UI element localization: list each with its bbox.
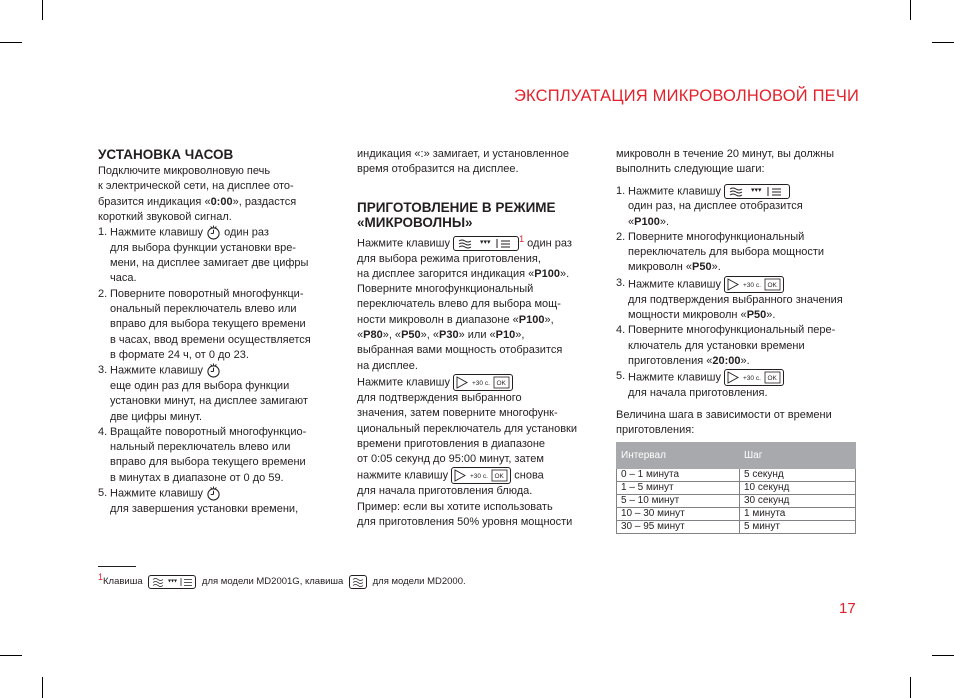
svg-text:OK: OK (496, 379, 506, 387)
table-row (617, 469, 856, 482)
page-title: ЭКСПЛУАТАЦИЯ МИКРОВОЛНОВОЙ ПЕЧИ (514, 87, 860, 105)
crop-mark (910, 677, 911, 698)
time-step-table (616, 442, 856, 534)
svg-text:+30 с.: +30 с. (743, 375, 761, 383)
crop-mark (42, 0, 43, 20)
svg-text:OK: OK (767, 281, 777, 289)
svg-text:▾▾▾: ▾▾▾ (751, 186, 762, 194)
step-1: 1. Нажмите клавишу ▾▾▾ один раз, на дисплее отобразится «P100». (616, 184, 803, 228)
step-1: 1. Нажмите клавишу один раз для выбора функции установки вре- мени, на дисплее замигает две цифры часа. (98, 226, 309, 285)
step-3: 3. Нажмите клавишу +30 с. OK для подтверждения выбранного значения мощности микроволн «P50». (616, 276, 843, 322)
table-cell: 5 – 10 минут (617, 495, 740, 508)
microwave-grill-key-icon (724, 184, 790, 199)
microwave-grill-key-icon (148, 575, 196, 589)
table-row (617, 521, 856, 534)
svg-text:+30 с.: +30 с. (470, 473, 489, 481)
start-ok-key-icon (724, 276, 784, 293)
continued-text: индикация «:» замигает, и установленное время отобразится на дисплее. (357, 148, 570, 176)
table-cell: 0 – 1 минута (617, 469, 740, 482)
table-header-row (617, 443, 856, 469)
footnote: $^1$Клавиша ▾▾▾ для модели MD2001G, клавиша для модели MD2000. (98, 572, 466, 588)
svg-text:OK: OK (767, 375, 777, 383)
section-heading: УСТАНОВКА ЧАСОВ (98, 147, 234, 162)
step-2: 2. Поверните поворотный многофункци- ональный переключатель влево или вправо для выбора текущего времени в часах, ввод времени осуществляется в формате 24 ч, от 0 до 23. (98, 287, 311, 361)
svg-text:+30 с.: +30 с. (743, 281, 761, 289)
crop-mark (932, 655, 954, 656)
step-5: 5. Нажмите клавишу для завершения установки времени, (98, 487, 299, 515)
clock-icon (206, 363, 221, 378)
table-intro: Величина шага в зависимости от времени приготовления: (616, 408, 832, 436)
crop-mark (910, 0, 911, 20)
clock-icon (206, 486, 221, 501)
svg-text:+30 с.: +30 с. (472, 379, 490, 387)
table-header-cell: Шаг (740, 443, 856, 469)
crop-mark (0, 42, 22, 43)
section-heading: ПРИГОТОВЛЕНИЕ В РЕЖИМЕ «МИКРОВОЛНЫ» (357, 199, 556, 230)
svg-text:▾▾▾: ▾▾▾ (480, 238, 491, 246)
table-header-cell: Интервал (617, 443, 740, 469)
footnote-divider (98, 566, 136, 567)
clock-icon (206, 225, 221, 240)
table-row (617, 495, 856, 508)
table-cell: 1 – 5 минут (617, 482, 740, 495)
step-4: 4. Вращайте поворотный многофункцио- нальный переключатель влево или вправо для выбора текущего времени в минутах в диапазоне от 0 до 59. (98, 425, 307, 484)
start-ok-key-icon (724, 369, 784, 386)
paragraph-1: Нажмите клавишу ▾▾▾ $^1$ один раз для выбора режима приготовления, на дисплее загорится индикация «P100». Поверните многофункциональный переключатель влево для выбора мощ- ности микроволн в диапазоне «P100», «P80», «P50», «P30» или «P10», выбранная вами мощность отобразится на дисплее. (357, 233, 572, 372)
table-row (617, 482, 856, 495)
start-ok-key-icon (453, 374, 513, 391)
step-4: 4. Поверните многофункциональный пере- ключатель для установки времени приготовления «20:00». (616, 324, 836, 367)
microwave-key-icon (349, 575, 367, 589)
svg-text:▾▾▾: ▾▾▾ (168, 578, 178, 585)
step-5: 5. Нажмите клавишу +30 с. OK для начала приготовления. (616, 369, 860, 401)
step-3: 3. Нажмите клавишу еще один раз для выбора функции установки минут, на дисплее замигают две цифры минут. (98, 364, 308, 423)
microwave-grill-key-icon (453, 236, 519, 251)
example-steps-section (616, 147, 860, 534)
paragraph-2: Нажмите клавишу +30 с. OK для подтверждения выбранного значения, затем поверните многофунк- циональный переключатель для установки времени приготовления в диапазоне от 0:05 секунд до 95:00 минут, затем нажмите клавишу +30 с. OK снова для начала приготовления блюда. Пример: если вы хотите использовать для приготовления 50% уровня мощности (357, 374, 597, 530)
step-2: 2. Поверните многофункциональный переключатель для выбора мощности микроволн «P50». (616, 230, 825, 274)
svg-text:OK: OK (494, 473, 505, 481)
footnote-mark: 1 (98, 572, 104, 582)
table-cell: 5 секунд (740, 469, 856, 482)
table-cell: 30 секунд (740, 495, 856, 508)
intro-text: Подключите микроволновую печь к электрической сети, на дисплее ото- бразится индикация «0:00», раздастся короткий звуковой сигнал. (98, 165, 297, 223)
table-cell: 10 – 30 минут (617, 508, 740, 521)
table-cell: 1 минута (740, 508, 856, 521)
crop-mark (42, 677, 43, 698)
clock-setting-section (98, 147, 338, 517)
continued-text: микроволн в течение 20 минут, вы должны выполнить следующие шаги: (616, 148, 835, 176)
table-cell: 30 – 95 минут (617, 521, 740, 534)
start-ok-key-icon (451, 467, 511, 484)
crop-mark (0, 655, 22, 656)
table-row (617, 508, 856, 521)
page-number: 17 (839, 600, 856, 617)
table-cell: 5 минут (740, 521, 856, 534)
crop-mark (932, 42, 954, 43)
microwave-mode-section (357, 147, 597, 530)
table-cell: 10 секунд (740, 482, 856, 495)
